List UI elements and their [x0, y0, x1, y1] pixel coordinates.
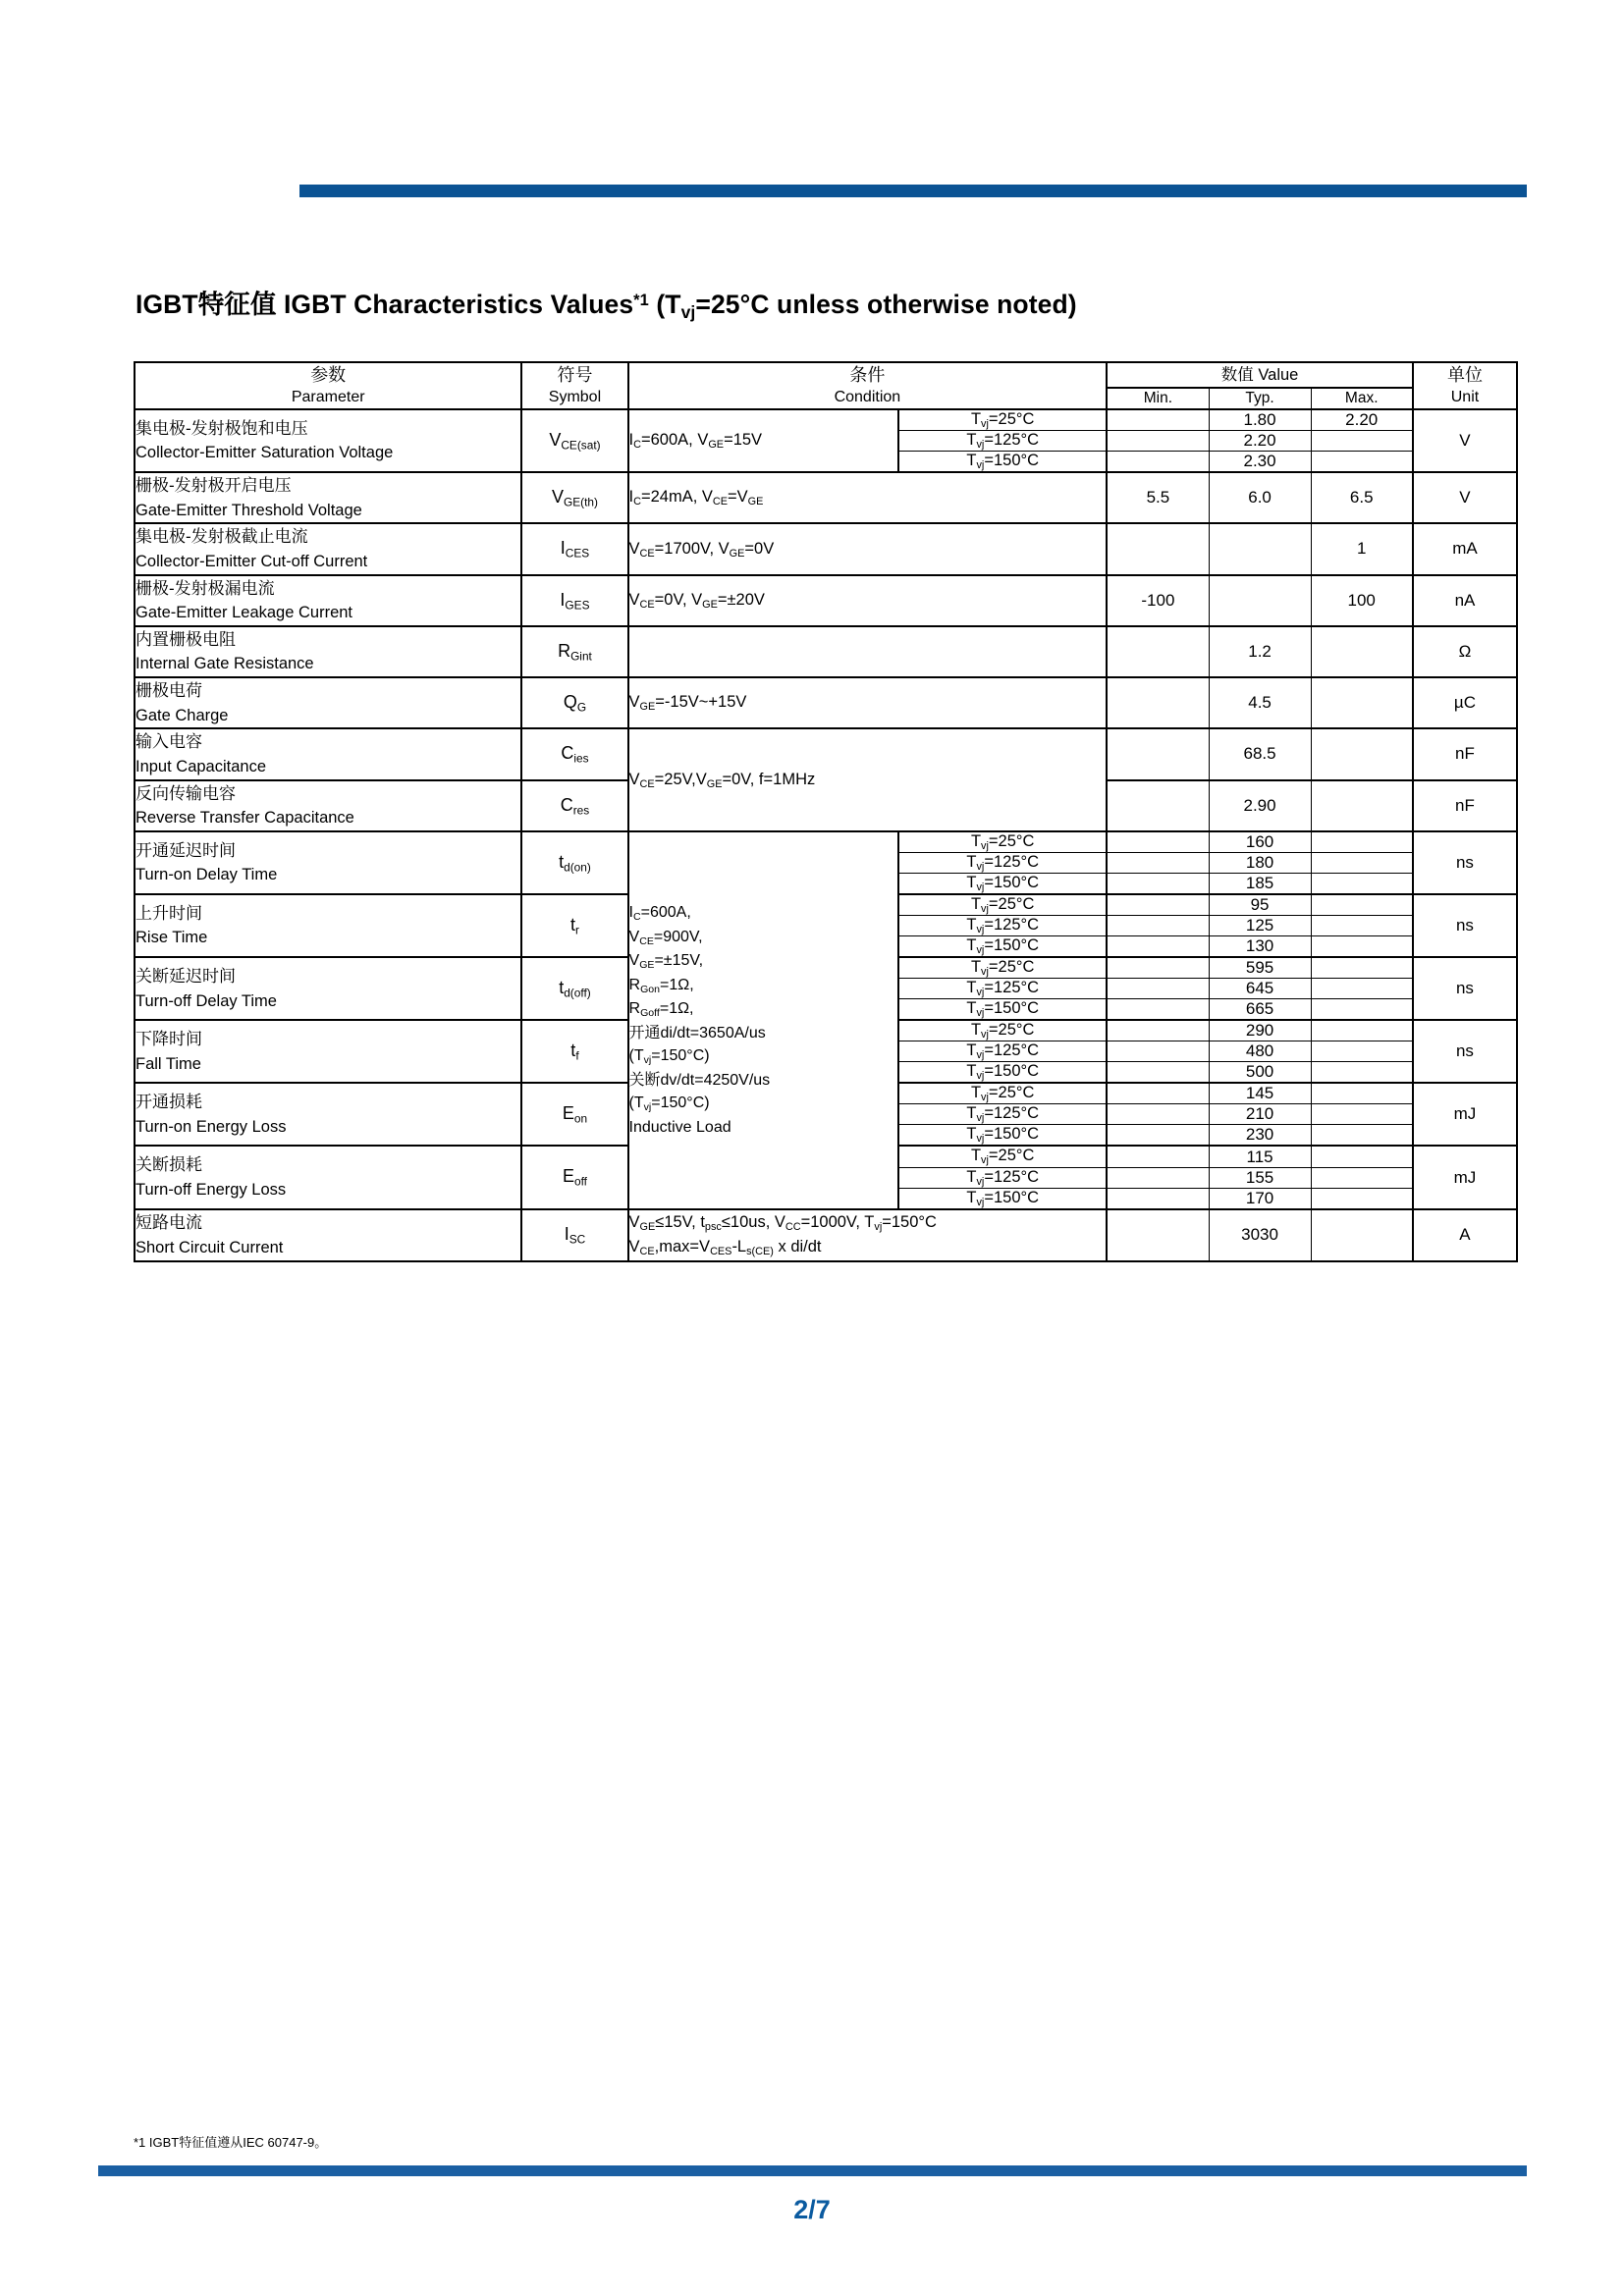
value-max — [1311, 1188, 1413, 1209]
value-min — [1107, 677, 1209, 728]
unit-cell-vge-th: V — [1413, 472, 1517, 523]
value-max — [1311, 1020, 1413, 1041]
parameter-cn: 输入电容 — [135, 732, 202, 752]
page-number: 2/7 — [793, 2195, 831, 2224]
parameter-cn: 开通损耗 — [135, 1093, 202, 1112]
symbol-cell-eoff: $E_{off}$ — [521, 1146, 627, 1208]
value-typ: 1.2 — [1209, 626, 1311, 677]
temperature-condition: $T_{vj}=25^\circ C$ — [898, 957, 1107, 979]
parameter-cell-isc — [135, 1209, 521, 1261]
value-min — [1107, 451, 1209, 472]
temperature-condition: $T_{vj}=150^\circ C$ — [898, 999, 1107, 1021]
page-title — [135, 283, 1077, 323]
temperature-condition: $T_{vj}=25^\circ C$ — [898, 409, 1107, 431]
parameter-en: Turn-off Delay Time — [135, 991, 277, 1010]
value-max — [1311, 1083, 1413, 1104]
title-condition-sub: vj — [680, 301, 696, 322]
condition-cell-qg: $V_{GE}=-15V\sim+15V$ — [628, 677, 1108, 728]
value-typ — [1209, 575, 1311, 626]
parameter-cn: 栅极电荷 — [135, 681, 202, 701]
value-max — [1311, 1062, 1413, 1084]
value-typ: 170 — [1209, 1188, 1311, 1209]
unit-cell-qg: µC — [1413, 677, 1517, 728]
value-typ: 230 — [1209, 1125, 1311, 1147]
header-accent-bar — [299, 185, 1527, 197]
parameter-cell-iges — [135, 575, 521, 626]
value-typ: 125 — [1209, 915, 1311, 935]
parameter-cell-td-off — [135, 957, 521, 1020]
value-min — [1107, 979, 1209, 999]
value-min — [1107, 1062, 1209, 1084]
value-max — [1311, 430, 1413, 451]
temperature-condition: $T_{vj}=150^\circ C$ — [898, 1125, 1107, 1147]
parameter-cell-vge-th — [135, 472, 521, 523]
parameter-cell-cies — [135, 728, 521, 779]
table-row — [135, 677, 1517, 728]
parameter-cell-td-on — [135, 831, 521, 894]
header-symbol — [521, 362, 627, 409]
value-max — [1311, 1209, 1413, 1261]
value-typ: 2.30 — [1209, 451, 1311, 472]
table-row — [135, 523, 1517, 574]
value-typ: 210 — [1209, 1104, 1311, 1125]
header-typ: Typ. — [1209, 388, 1311, 409]
title-condition-open: (T — [656, 290, 681, 319]
temperature-condition: $T_{vj}=150^\circ C$ — [898, 1062, 1107, 1084]
value-max — [1311, 957, 1413, 979]
value-min — [1107, 1188, 1209, 1209]
condition-cell-ices: $V_{CE}=1700V$, $V_{GE}=0V$ — [628, 523, 1108, 574]
value-min — [1107, 852, 1209, 873]
unit-cell-isc: A — [1413, 1209, 1517, 1261]
footnote: *1 IGBT特征值遵从IEC 60747-9。 — [134, 2135, 328, 2150]
header-condition-cn: 条件 — [849, 365, 886, 385]
parameter-cn: 短路电流 — [135, 1213, 202, 1233]
parameter-en: Turn-off Energy Loss — [135, 1180, 287, 1199]
parameter-en: Gate-Emitter Leakage Current — [135, 604, 353, 622]
symbol-cell-vge-th: $V_{GE(th)}$ — [521, 472, 627, 523]
value-typ: 2.20 — [1209, 430, 1311, 451]
value-typ: 115 — [1209, 1146, 1311, 1167]
temperature-condition: $T_{vj}=125^\circ C$ — [898, 1167, 1107, 1188]
value-min — [1107, 1104, 1209, 1125]
header-unit-cn: 单位 — [1446, 365, 1483, 385]
temperature-condition: $T_{vj}=25^\circ C$ — [898, 894, 1107, 916]
value-typ: 500 — [1209, 1062, 1311, 1084]
temperature-condition: $T_{vj}=25^\circ C$ — [898, 831, 1107, 853]
parameter-cn: 关断损耗 — [135, 1155, 202, 1175]
value-max: 2.20 — [1311, 409, 1413, 431]
value-typ: 130 — [1209, 936, 1311, 958]
value-max — [1311, 1146, 1413, 1167]
value-typ: 1.80 — [1209, 409, 1311, 431]
parameter-cell-qg — [135, 677, 521, 728]
symbol-cell-tf: $t_f$ — [521, 1020, 627, 1083]
value-typ: 145 — [1209, 1083, 1311, 1104]
value-min — [1107, 873, 1209, 894]
temperature-condition: $T_{vj}=150^\circ C$ — [898, 873, 1107, 894]
symbol-cell-isc: $I_{SC}$ — [521, 1209, 627, 1261]
title-cn: IGBT特征值 — [135, 290, 277, 319]
header-condition-en: Condition — [834, 389, 901, 406]
value-max — [1311, 451, 1413, 472]
value-typ: 68.5 — [1209, 728, 1311, 779]
temperature-condition: $T_{vj}=125^\circ C$ — [898, 430, 1107, 451]
parameter-cell-tf — [135, 1020, 521, 1083]
value-min — [1107, 831, 1209, 853]
title-en: IGBT Characteristics Values — [283, 290, 634, 319]
parameter-en: Collector-Emitter Saturation Voltage — [135, 444, 394, 462]
header-parameter-cn: 参数 — [310, 365, 347, 385]
value-min — [1107, 936, 1209, 958]
value-max: 100 — [1311, 575, 1413, 626]
value-min — [1107, 999, 1209, 1021]
value-min — [1107, 915, 1209, 935]
parameter-cn: 上升时间 — [135, 903, 202, 923]
value-typ: 160 — [1209, 831, 1311, 853]
parameter-cn: 集电极-发射极截止电流 — [135, 527, 308, 547]
value-min — [1107, 523, 1209, 574]
value-min — [1107, 626, 1209, 677]
parameter-cell-tr — [135, 894, 521, 957]
parameter-cn: 栅极-发射极漏电流 — [135, 578, 275, 598]
value-max — [1311, 831, 1413, 853]
header-unit-en: Unit — [1450, 389, 1480, 406]
symbol-cell-eon: $E_{on}$ — [521, 1083, 627, 1146]
value-max — [1311, 915, 1413, 935]
value-min — [1107, 894, 1209, 916]
parameter-cell-cres — [135, 780, 521, 831]
symbol-cell-cies: $C_{ies}$ — [521, 728, 627, 779]
unit-cell-td-on: ns — [1413, 831, 1517, 894]
value-typ: 645 — [1209, 979, 1311, 999]
value-min: -100 — [1107, 575, 1209, 626]
parameter-en: Short Circuit Current — [135, 1238, 284, 1256]
header-symbol-en: Symbol — [548, 389, 602, 406]
value-max — [1311, 626, 1413, 677]
value-max — [1311, 1104, 1413, 1125]
value-max — [1311, 1041, 1413, 1062]
parameter-cell-rgint — [135, 626, 521, 677]
parameter-en: Turn-on Energy Loss — [135, 1117, 287, 1136]
symbol-cell-iges: $I_{GES}$ — [521, 575, 627, 626]
table-row — [135, 1209, 1517, 1261]
table-row — [135, 409, 1517, 431]
value-max — [1311, 728, 1413, 779]
parameter-cell-eon — [135, 1083, 521, 1146]
condition-cell-isc: $V_{GE}\le 15V$, $t_{psc}\le 10us$, $V_{CC}=1000V$, $T_{vj}=150^\circ C$ $V_{CE},\max=V_{CES}-L_{s(CE)}$ x di/dt — [628, 1209, 1108, 1261]
parameter-en: Gate Charge — [135, 706, 229, 724]
unit-cell-rgint: Ω — [1413, 626, 1517, 677]
parameter-en: Rise Time — [135, 929, 208, 947]
value-typ: 2.90 — [1209, 780, 1311, 831]
temperature-condition: $T_{vj}=125^\circ C$ — [898, 1104, 1107, 1125]
value-min: 5.5 — [1107, 472, 1209, 523]
temperature-condition: $T_{vj}=25^\circ C$ — [898, 1083, 1107, 1104]
value-max — [1311, 1167, 1413, 1188]
value-min — [1107, 780, 1209, 831]
unit-cell-iges: nA — [1413, 575, 1517, 626]
table-row — [135, 575, 1517, 626]
value-max — [1311, 780, 1413, 831]
symbol-cell-cres: $C_{res}$ — [521, 780, 627, 831]
igbt-characteristics-table — [134, 361, 1518, 1262]
unit-cell-cres: nF — [1413, 780, 1517, 831]
unit-cell-td-off: ns — [1413, 957, 1517, 1020]
switching-condition-cell: $I_C=600A$, $V_{CE}=900V$, $V_{GE}=\pm 15V$, $R_{Gon}=1\Omega$, $R_{Goff}=1\Omega$, 开通di/dt=3650A/us $(T_{vj}=150^\circ C)$ 关断dv/dt=4250V/us $(T_{vj}=150^\circ C)$ Inductive Load — [628, 831, 899, 1209]
parameter-cell-eoff — [135, 1146, 521, 1208]
parameter-en: Internal Gate Resistance — [135, 655, 314, 673]
value-max: 6.5 — [1311, 472, 1413, 523]
header-max: Max. — [1311, 388, 1413, 409]
value-max — [1311, 979, 1413, 999]
value-typ: 480 — [1209, 1041, 1311, 1062]
parameter-cn: 集电极-发射极饱和电压 — [135, 418, 308, 438]
unit-cell-vce-sat: V — [1413, 409, 1517, 472]
value-max — [1311, 999, 1413, 1021]
condition-cell-capacitance: $V_{CE}=25V,V_{GE}=0V$, f=1MHz — [628, 728, 1108, 831]
value-min — [1107, 957, 1209, 979]
parameter-cell-ices — [135, 523, 521, 574]
table-body — [135, 409, 1517, 1261]
condition-cell-rgint — [628, 626, 1108, 677]
value-typ: 95 — [1209, 894, 1311, 916]
table-row — [135, 626, 1517, 677]
value-max — [1311, 677, 1413, 728]
value-typ: 290 — [1209, 1020, 1311, 1041]
value-min — [1107, 1209, 1209, 1261]
title-footnote-marker: *1 — [633, 291, 649, 309]
table-header-row — [135, 362, 1517, 388]
value-max — [1311, 852, 1413, 873]
header-min: Min. — [1107, 388, 1209, 409]
parameter-cell-vce-sat — [135, 409, 521, 472]
value-min — [1107, 1083, 1209, 1104]
condition-cell-vce-sat: $I_C=600A$, $V_{GE}=15V$ — [628, 409, 899, 472]
temperature-condition: $T_{vj}=150^\circ C$ — [898, 451, 1107, 472]
unit-cell-eon: mJ — [1413, 1083, 1517, 1146]
value-min — [1107, 430, 1209, 451]
temperature-condition: $T_{vj}=125^\circ C$ — [898, 852, 1107, 873]
parameter-en: Input Capacitance — [135, 757, 267, 775]
value-typ: 665 — [1209, 999, 1311, 1021]
value-typ: 4.5 — [1209, 677, 1311, 728]
parameter-cn: 内置栅极电阻 — [135, 629, 236, 649]
symbol-cell-rgint: $R_{Gint}$ — [521, 626, 627, 677]
table-row — [135, 831, 1517, 853]
temperature-condition: $T_{vj}=150^\circ C$ — [898, 936, 1107, 958]
value-min — [1107, 1041, 1209, 1062]
parameter-en: Collector-Emitter Cut-off Current — [135, 552, 368, 570]
symbol-cell-ices: $I_{CES}$ — [521, 523, 627, 574]
footer-accent-bar — [98, 2165, 1527, 2176]
unit-cell-eoff: mJ — [1413, 1146, 1517, 1208]
symbol-cell-tr: $t_r$ — [521, 894, 627, 957]
symbol-cell-vce-sat: $V_{CE(sat)}$ — [521, 409, 627, 472]
temperature-condition: $T_{vj}=25^\circ C$ — [898, 1146, 1107, 1167]
parameter-cn: 关断延迟时间 — [135, 967, 236, 986]
title-condition-rest: =25°C unless otherwise noted) — [695, 290, 1077, 319]
value-typ: 595 — [1209, 957, 1311, 979]
parameter-cn: 开通延迟时间 — [135, 840, 236, 860]
value-min — [1107, 728, 1209, 779]
value-min — [1107, 409, 1209, 431]
symbol-cell-qg: $Q_G$ — [521, 677, 627, 728]
header-unit — [1413, 362, 1517, 409]
value-max — [1311, 1125, 1413, 1147]
table-row — [135, 728, 1517, 779]
condition-cell-iges: $V_{CE}=0V$, $V_{GE}=\pm 20V$ — [628, 575, 1108, 626]
value-max — [1311, 894, 1413, 916]
table-row — [135, 472, 1517, 523]
value-typ: 6.0 — [1209, 472, 1311, 523]
parameter-en: Turn-on Delay Time — [135, 866, 278, 884]
unit-cell-tf: ns — [1413, 1020, 1517, 1083]
parameter-cn: 下降时间 — [135, 1030, 202, 1049]
value-typ: 185 — [1209, 873, 1311, 894]
header-condition — [628, 362, 1108, 409]
unit-cell-ices: mA — [1413, 523, 1517, 574]
value-typ: 3030 — [1209, 1209, 1311, 1261]
header-symbol-cn: 符号 — [557, 365, 593, 385]
temperature-condition: $T_{vj}=125^\circ C$ — [898, 915, 1107, 935]
parameter-en: Gate-Emitter Threshold Voltage — [135, 501, 362, 519]
parameter-cn: 栅极-发射极开启电压 — [135, 476, 292, 496]
condition-cell-vge-th: $I_C=24mA$, $V_{CE}=V_{GE}$ — [628, 472, 1108, 523]
header-value-group: 数值 Value — [1107, 362, 1413, 388]
unit-cell-tr: ns — [1413, 894, 1517, 957]
unit-cell-cies: nF — [1413, 728, 1517, 779]
value-min — [1107, 1146, 1209, 1167]
temperature-condition: $T_{vj}=150^\circ C$ — [898, 1188, 1107, 1209]
value-max — [1311, 873, 1413, 894]
header-parameter — [135, 362, 521, 409]
value-max: 1 — [1311, 523, 1413, 574]
value-typ — [1209, 523, 1311, 574]
temperature-condition: $T_{vj}=125^\circ C$ — [898, 979, 1107, 999]
symbol-cell-td-on: $t_{d(on)}$ — [521, 831, 627, 894]
value-min — [1107, 1167, 1209, 1188]
value-typ: 180 — [1209, 852, 1311, 873]
header-parameter-en: Parameter — [291, 389, 365, 406]
value-typ: 155 — [1209, 1167, 1311, 1188]
temperature-condition: $T_{vj}=25^\circ C$ — [898, 1020, 1107, 1041]
temperature-condition: $T_{vj}=125^\circ C$ — [898, 1041, 1107, 1062]
parameter-en: Reverse Transfer Capacitance — [135, 809, 354, 828]
symbol-cell-td-off: $t_{d(off)}$ — [521, 957, 627, 1020]
parameter-en: Fall Time — [135, 1054, 201, 1073]
parameter-cn: 反向传输电容 — [135, 783, 236, 803]
value-max — [1311, 936, 1413, 958]
value-min — [1107, 1125, 1209, 1147]
value-min — [1107, 1020, 1209, 1041]
